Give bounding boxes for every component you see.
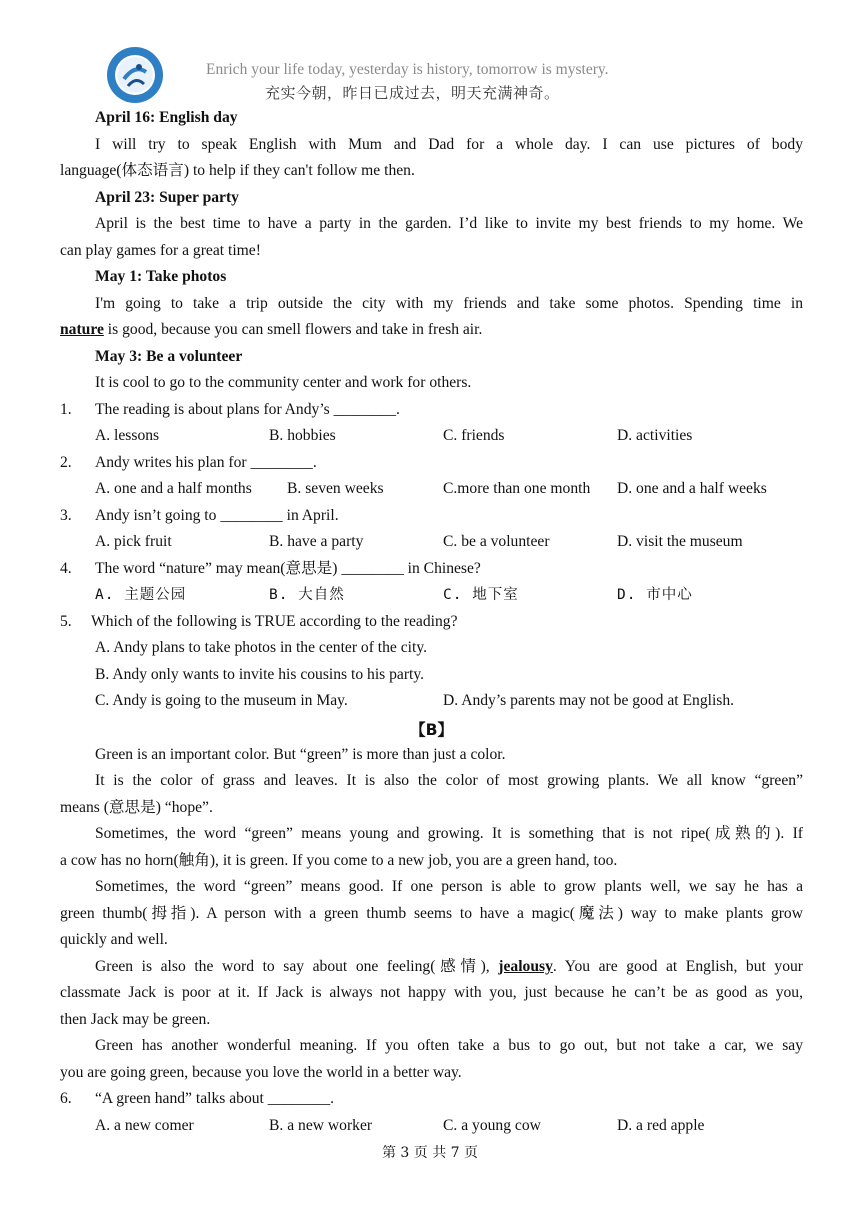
paragraph-line: a cow has no horn(触角), it is green. If you come to a new job, you are a green hand, too. (60, 852, 618, 869)
option: B. 大自然 (269, 587, 345, 603)
question-text: Which of the following is TRUE according to the reading? (91, 613, 458, 630)
paragraph-line: language(体态语言) to help if they can't follow me then. (60, 162, 415, 179)
paragraph-line: classmate Jack is poor at it. If Jack is always not happy with you, just because he can’t be as good as you, (60, 984, 803, 1001)
paragraph-line: you are going green, because you love the world in a better way. (60, 1064, 462, 1081)
option: B. hobbies (269, 427, 336, 444)
option: B. Andy only wants to invite his cousins to his party. (95, 666, 425, 683)
section-heading: May 1: Take photos (95, 268, 227, 285)
question-text: The word “nature” may mean(意思是) ________ in Chinese? (95, 560, 481, 577)
option: C. a young cow (443, 1117, 541, 1134)
question-number: 6. (60, 1090, 72, 1107)
paragraph-line: nature is good, because you can smell flowers and take in fresh air. (60, 321, 483, 338)
option: B. seven weeks (287, 480, 384, 497)
paragraph-line: means (意思是) “hope”. (60, 799, 213, 816)
option: D. activities (617, 427, 693, 444)
paragraph-line: It is cool to go to the community center and work for others. (95, 374, 472, 391)
option: B. a new worker (269, 1117, 373, 1134)
question-text: “A green hand” talks about ________. (95, 1090, 335, 1107)
question-number: 1. (60, 401, 72, 418)
section-heading: April 23: Super party (95, 189, 239, 206)
header-motto-chinese: 充实今朝，昨日已成过去，明天充满神奇。 (265, 84, 560, 102)
paragraph-line: April is the best time to have a party in the garden. I’d like to invite my best friends to my home. We (95, 215, 803, 232)
keyword-nature: nature (60, 321, 104, 338)
section-b-title: 【B】 (410, 721, 454, 739)
paragraph-line: then Jack may be green. (60, 1011, 211, 1028)
paragraph-line: I will try to speak English with Mum and Dad for a whole day. I can use pictures of body (95, 136, 803, 153)
question-number: 4. (60, 560, 72, 577)
option: D. a red apple (617, 1117, 705, 1134)
option: A. 主题公园 (95, 587, 187, 603)
page-footer: 第 3 页 共 7 页 (381, 1145, 479, 1161)
option: D. visit the museum (617, 533, 743, 550)
option: A. pick fruit (95, 533, 172, 550)
option: A. a new comer (95, 1117, 194, 1134)
option: B. have a party (269, 533, 364, 550)
school-logo (106, 46, 164, 104)
paragraph-line: Green is an important color. But “green” is more than just a color. (95, 746, 506, 763)
question-text: Andy isn’t going to ________ in April. (95, 507, 339, 524)
question-text: Andy writes his plan for ________. (95, 454, 317, 471)
paragraph-line: Green is also the word to say about one feeling(感情), jealousy. You are good at English, but your (95, 958, 803, 975)
paragraph-line: Sometimes, the word “green” means good. If one person is able to grow plants well, we say he has a (95, 878, 803, 895)
keyword-jealousy: jealousy (498, 958, 553, 975)
paragraph-line: I'm going to take a trip outside the city with my friends and take some photos. Spending time in (95, 295, 803, 312)
option: C. Andy is going to the museum in May. (95, 692, 348, 709)
option: A. Andy plans to take photos in the center of the city. (95, 639, 428, 656)
section-heading: April 16: English day (95, 109, 238, 126)
option: C. 地下室 (443, 587, 519, 603)
paragraph-line: It is the color of grass and leaves. It is also the color of most growing plants. We all know “green” (95, 772, 803, 789)
paragraph-line: Green has another wonderful meaning. If you often take a bus to go out, but not take a car, we say (95, 1037, 803, 1054)
paragraph-line: green thumb(拇指). A person with a green thumb seems to have a magic(魔法) way to make plants grow (60, 905, 803, 922)
option: A. lessons (95, 427, 160, 444)
option: C.more than one month (443, 480, 591, 497)
question-number: 5. (60, 613, 72, 630)
paragraph-line: can play games for a great time! (60, 242, 261, 259)
question-number: 2. (60, 454, 72, 471)
paragraph-line: Sometimes, the word “green” means young and growing. It is something that is not ripe(成熟的). If (95, 825, 803, 842)
section-heading: May 3: Be a volunteer (95, 348, 243, 365)
paragraph-line: quickly and well. (60, 931, 168, 948)
option: D. Andy’s parents may not be good at English. (443, 692, 735, 709)
option: C. friends (443, 427, 505, 444)
question-text: The reading is about plans for Andy’s ________. (95, 401, 400, 418)
option: C. be a volunteer (443, 533, 550, 550)
option: A. one and a half months (95, 480, 252, 497)
question-number: 3. (60, 507, 72, 524)
option: D. one and a half weeks (617, 480, 767, 497)
header-motto-english: Enrich your life today, yesterday is history, tomorrow is mystery. (206, 61, 609, 78)
option: D. 市中心 (617, 587, 693, 603)
